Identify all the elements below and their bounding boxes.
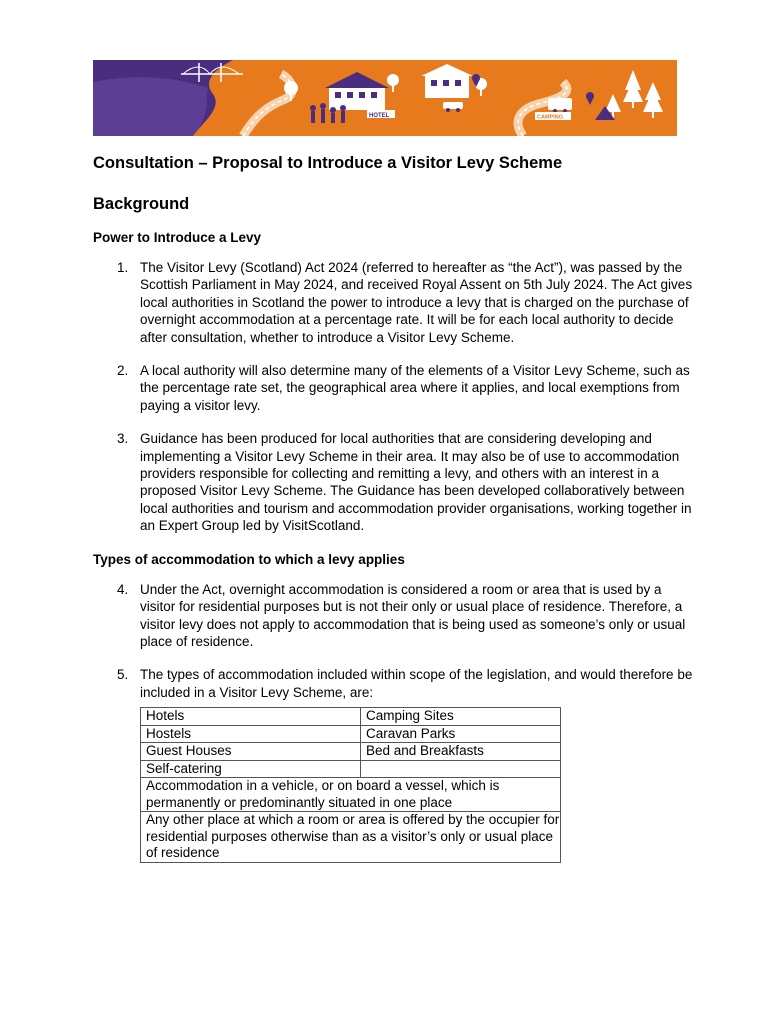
hotel-sign: HOTEL <box>369 113 390 119</box>
item-text: Guidance has been produced for local authorities that are considering developing and implementing a Visitor Levy Scheme in their area. It may also be of use to accommodation providers responsible for collecting and remitting a levy, and others with an interest in a proposed Visitor Levy Scheme. The Guidance has been developed collaboratively between local authorities and tourism and accommodation provider organisations, working together in an Expert Group led by VisitScotland. <box>140 431 692 534</box>
table-row <box>141 812 561 863</box>
item-text: A local authority will also determine many of the elements of a Visitor Levy Scheme, such as the percentage rate set, the geographical area where it applies, and local exemptions from paying a visitor levy. <box>140 363 690 413</box>
table-cell: Camping Sites <box>361 708 561 726</box>
item-number: 5. <box>117 667 129 683</box>
table-row <box>141 778 561 812</box>
table-cell: Caravan Parks <box>361 725 561 743</box>
header-banner-illustration <box>93 60 677 136</box>
item-text: Under the Act, overnight accommodation is considered a room or area that is used by a visitor for residential purposes but is not their only or usual place of residence. Therefore, a visitor levy does not apply to accommodation that is being used as someone’s only or usual place of residence. <box>140 581 686 649</box>
table-cell-wide: Any other place at which a room or area is offered by the occupier for residential purposes otherwise than as a visitor’s only or usual place of residence <box>141 812 561 863</box>
types-heading: Types of accommodation to which a levy applies <box>93 551 405 567</box>
table-cell: Bed and Breakfasts <box>361 743 561 761</box>
list-item <box>93 362 693 414</box>
numbered-list-2 <box>93 581 693 701</box>
numbered-list-1 <box>93 259 693 535</box>
background-heading: Background <box>93 195 190 213</box>
camping-sign: CAMPING <box>537 114 563 121</box>
table-cell: Hotels <box>141 708 361 726</box>
table-cell: Guest Houses <box>141 743 361 761</box>
table-row <box>141 743 561 761</box>
table-cell <box>361 760 561 778</box>
item-text: The types of accommodation included within scope of the legislation, and would therefore be included in a Visitor Levy Scheme, are: <box>140 667 693 700</box>
item-number: 1. <box>117 260 129 275</box>
item-number: 3. <box>117 431 129 447</box>
table-row <box>141 760 561 778</box>
document-body <box>93 152 693 863</box>
table-row <box>141 725 561 743</box>
table-row <box>141 708 561 726</box>
list-item <box>93 259 693 346</box>
list-item <box>93 581 693 651</box>
list-item <box>93 666 693 701</box>
table-cell-wide: Accommodation in a vehicle, or on board a vessel, which is permanently or predominantly situated in one place <box>141 778 561 812</box>
item-number: 2. <box>117 363 129 379</box>
power-heading: Power to Introduce a Levy <box>93 230 262 245</box>
page-title: Consultation – Proposal to Introduce a Visitor Levy Scheme <box>93 154 563 172</box>
item-number: 4. <box>117 581 129 597</box>
table-cell: Hostels <box>141 725 361 743</box>
table-cell: Self-catering <box>141 760 361 778</box>
accommodation-types-table <box>140 707 561 863</box>
item-text: The Visitor Levy (Scotland) Act 2024 (referred to hereafter as “the Act”), was passed by the Scottish Parliament in May 2024, and received Royal Assent on 5th July 2024. The Act gives local authorities in Scotland the power to introduce a levy that is charged on the purchase of overnight accommodation at a percentage rate. It will be for each local authority to decide after consultation, whether to introduce a Visitor Levy Scheme. <box>140 260 693 345</box>
list-item <box>93 430 693 534</box>
